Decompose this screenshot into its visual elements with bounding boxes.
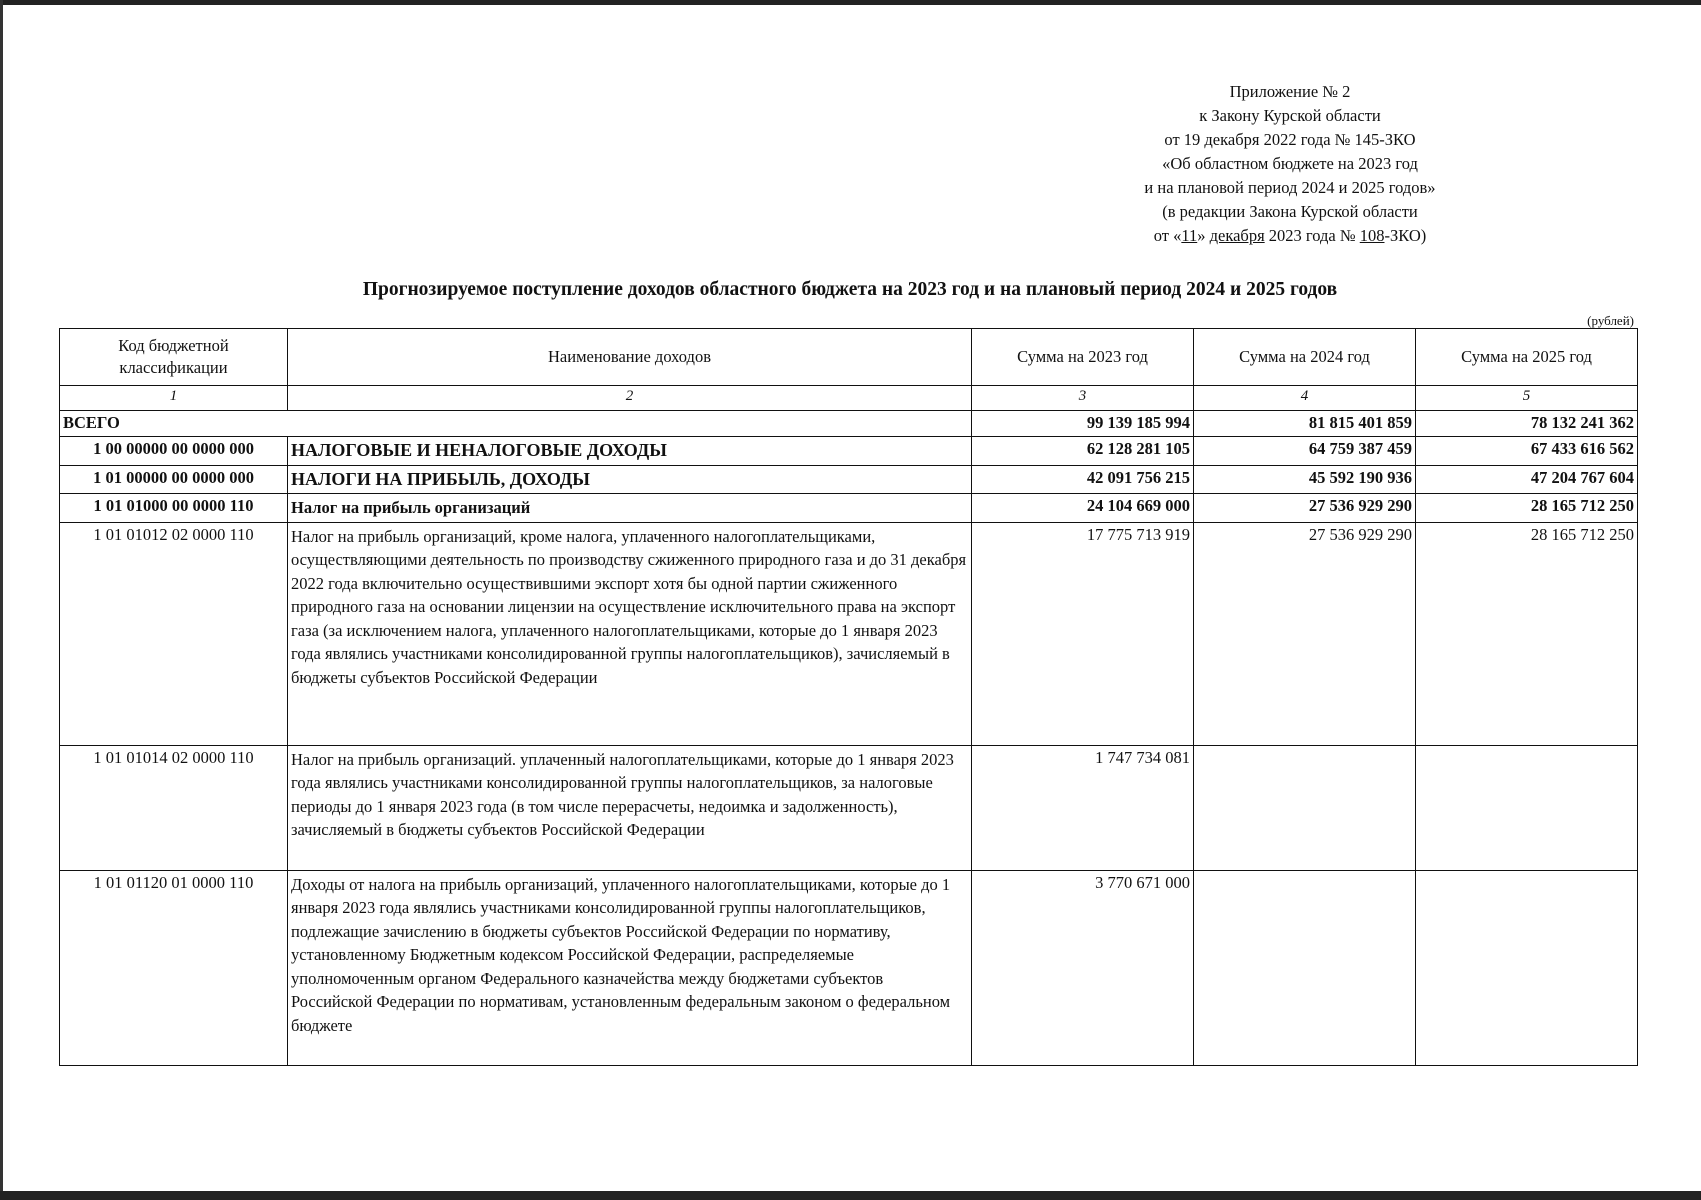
amount-2024: 27 536 929 290 [1194, 494, 1416, 523]
amount-2024 [1194, 745, 1416, 870]
unit-label: (рублей) [1587, 313, 1634, 328]
budget-code: 1 01 01000 00 0000 110 [60, 494, 288, 523]
amount-2025: 67 433 616 562 [1416, 437, 1638, 466]
amount-2025: 78 132 241 362 [1416, 411, 1638, 437]
amendment-day: 11 [1181, 226, 1198, 245]
amount-2025: 28 165 712 250 [1416, 494, 1638, 523]
table-row [60, 745, 1638, 870]
amount-2025: 47 204 767 604 [1416, 465, 1638, 494]
amount-2025: 28 165 712 250 [1416, 522, 1638, 745]
document-title: Прогнозируемое поступление доходов областного бюджета на 2023 год и на плановый период 2024 и 2025 годов [362, 279, 1338, 300]
amount-2024: 27 536 929 290 [1194, 522, 1416, 745]
budget-code: 1 01 01012 02 0000 110 [60, 522, 288, 745]
budget-code: 1 01 01014 02 0000 110 [60, 745, 288, 870]
annex-line: от 19 декабря 2022 года № 145-ЗКО [1164, 130, 1416, 149]
revenue-name: НАЛОГОВЫЕ И НЕНАЛОГОВЫЕ ДОХОДЫ [288, 437, 972, 466]
amount-2024: 64 759 387 459 [1194, 437, 1416, 466]
amendment-mid: » [1197, 226, 1210, 245]
amount-2023: 62 128 281 105 [972, 437, 1194, 466]
table-row [60, 465, 1638, 494]
column-number: 5 [1416, 386, 1638, 411]
amendment-month: декабря [1209, 226, 1265, 245]
annex-line: (в редакции Закона Курской области [1162, 202, 1418, 221]
revenue-name: Налог на прибыль организаций. уплаченный налогоплательщиками, которые до 1 января 2023 года являлись участниками консолидированной группы налогоплательщиков, за налоговые периоды до 1 января 2023 года (в том числе перерасчеты, недоимка и задолженность), зачисляемый в бюджеты субъектов Российской Федерации [288, 745, 972, 870]
scan-edge-top [0, 0, 1701, 5]
revenue-name: Налог на прибыль организаций, кроме налога, уплаченного налогоплательщиками, осуществляющими деятельность по производству сжиженного природного газа и до 31 декабря 2022 года включительно осуществившими экспорт хотя бы одной партии сжиженного природного газа на основании лицензии на осуществление исключительного права на экспорт газа (за исключением налога, уплаченного налогоплательщиками, которые до 1 января 2023 года являлись участниками консолидированной группы налогоплательщиков), зачисляемый в бюджеты субъектов Российской Федерации [288, 522, 972, 745]
column-number: 2 [288, 386, 972, 411]
budget-code: 1 01 00000 00 0000 000 [60, 465, 288, 494]
amendment-suffix: -ЗКО) [1384, 226, 1427, 245]
amount-2025 [1416, 745, 1638, 870]
annex-line-amendment [1090, 224, 1490, 248]
revenue-name: Налог на прибыль организаций [288, 494, 972, 523]
amount-2023: 3 770 671 000 [972, 870, 1194, 1065]
column-number: 4 [1194, 386, 1416, 411]
annex-header [1090, 80, 1490, 248]
budget-code: 1 01 01120 01 0000 110 [60, 870, 288, 1065]
header-2023: Сумма на 2023 год [972, 329, 1194, 386]
amount-2024: 81 815 401 859 [1194, 411, 1416, 437]
amount-2025 [1416, 870, 1638, 1065]
total-row [60, 411, 1638, 437]
annex-line: «Об областном бюджете на 2023 год [1162, 154, 1418, 173]
table-row [60, 437, 1638, 466]
table-header-row [60, 329, 1638, 386]
amendment-prefix: от « [1153, 226, 1182, 245]
revenue-name: НАЛОГИ НА ПРИБЫЛЬ, ДОХОДЫ [288, 465, 972, 494]
amendment-year: 2023 года № [1264, 226, 1360, 245]
header-2025: Сумма на 2025 год [1416, 329, 1638, 386]
annex-line: и на плановой период 2024 и 2025 годов» [1144, 178, 1436, 197]
revenue-name: Доходы от налога на прибыль организаций, уплаченного налогоплательщиками, которые до 1 января 2023 года являлись участниками консолидированной группы налогоплательщиков, подлежащие зачислению в бюджеты субъектов Российской Федерации по нормативу, установленному Бюджетным кодексом Российской Федерации, распределяемые уполномоченным органом Федерального казначейства между бюджетами субъектов Российской Федерации по нормативам, установленным федеральным законом о федеральном бюджете [288, 870, 972, 1065]
column-number: 3 [972, 386, 1194, 411]
annex-line: к Закону Курской области [1199, 106, 1381, 125]
column-number: 1 [60, 386, 288, 411]
header-code: Код бюджетной классификации [60, 329, 288, 386]
column-number-row [60, 386, 1638, 411]
table-row [60, 870, 1638, 1065]
total-label: ВСЕГО [60, 411, 972, 437]
annex-line: Приложение № 2 [1229, 82, 1351, 101]
amount-2023: 42 091 756 215 [972, 465, 1194, 494]
table-row [60, 494, 1638, 523]
amount-2023: 99 139 185 994 [972, 411, 1194, 437]
amount-2023: 17 775 713 919 [972, 522, 1194, 745]
header-name: Наименование доходов [288, 329, 972, 386]
amendment-number: 108 [1359, 226, 1385, 245]
revenue-table [59, 328, 1638, 1066]
scan-edge-left [0, 0, 3, 1200]
budget-code: 1 00 00000 00 0000 000 [60, 437, 288, 466]
amount-2023: 1 747 734 081 [972, 745, 1194, 870]
amount-2023: 24 104 669 000 [972, 494, 1194, 523]
scan-edge-bottom [0, 1191, 1701, 1200]
amount-2024 [1194, 870, 1416, 1065]
header-2024: Сумма на 2024 год [1194, 329, 1416, 386]
table-row [60, 522, 1638, 745]
amount-2024: 45 592 190 936 [1194, 465, 1416, 494]
